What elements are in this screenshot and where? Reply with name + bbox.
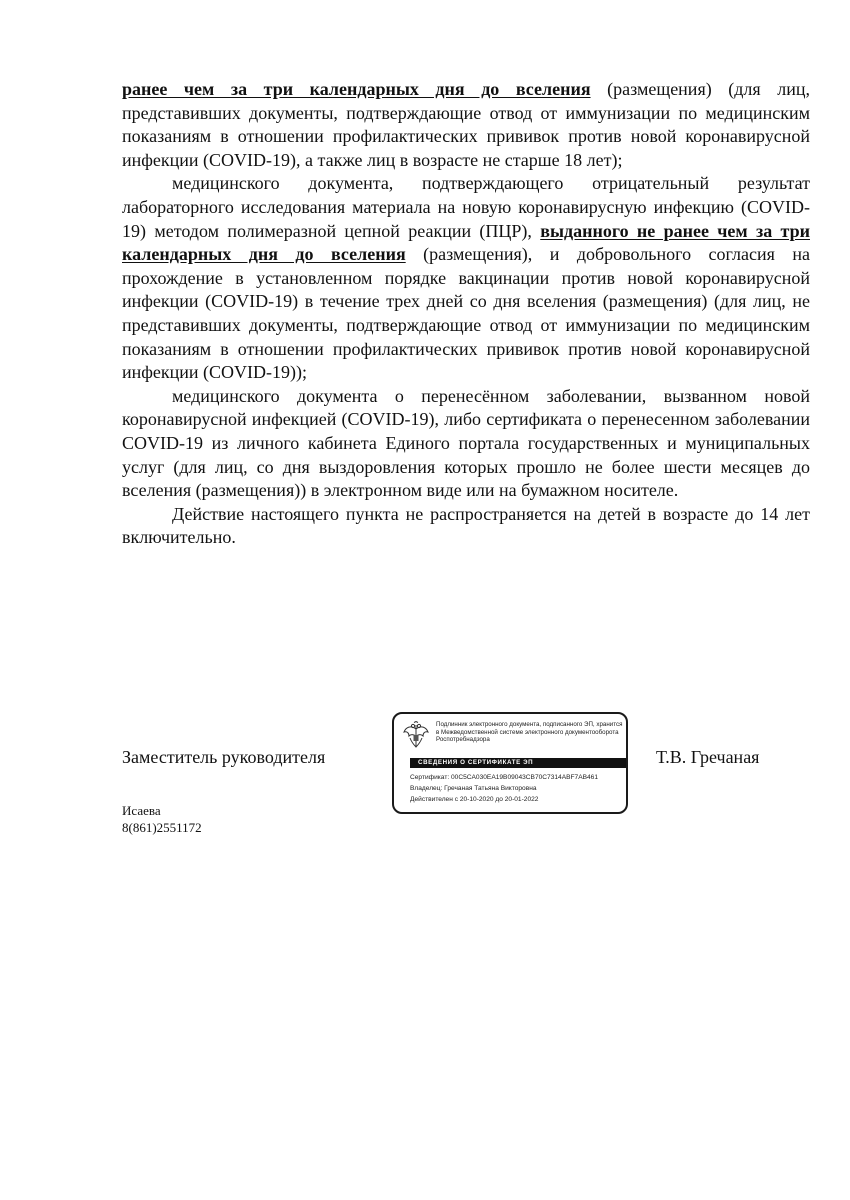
paragraph-3: медицинского документа о перенесённом заболевании, вызванном новой коронавирусной инфекцией (COVID-19), либо сертификата о перенесенном заболевании COVID-19 из личного кабинета Единого портала государственных и муниципальных услуг (для лиц, со дня выздоровления которых прошло не более шести месяцев до вселения (размещения)) в электронном виде или на бумажном носителе. [122, 385, 810, 501]
executor-block [122, 802, 202, 836]
paragraph-2-text-before: медицинского документа, подтверждающего отрицательный результат лабораторного исследования материала на новую коронавирусную инфекцию (COVID-19) методом полимеразной цепной реакции (ПЦР), [122, 173, 810, 241]
emphasis-deadline: ранее чем за три календарных дня до вселения [122, 79, 591, 99]
paragraph-2 [122, 172, 810, 384]
body-text [122, 78, 810, 550]
paragraph-2-text-after: (размещения), и добровольного согласия на прохождение в установленном порядке вакцинации против новой коронавирусной инфекции (COVID-19) в течение трех дней со дня вселения (размещения) (для лиц, не представивших документы, подтверждающие отвод от иммунизации по медицинским показаниям в отношении профилактических прививок против новой коронавирусной инфекции (COVID-19)); [122, 244, 810, 383]
executor-name: Исаева [122, 803, 161, 818]
electronic-signature-stamp [392, 712, 628, 814]
emphasis-issued-deadline: выданного не ранее чем за три календарных дня до вселения [122, 220, 810, 265]
stamp-header-text: Подлинник электронного документа, подписанного ЭП, хранится в Межведомственной системе электронного документооборота Роспотребнадзора [436, 721, 623, 744]
stamp-certificate: Сертификат: 00C5CA030EA19B09043CB70C7314ABF7AB461 [410, 774, 598, 781]
executor-phone: 8(861)2551172 [122, 820, 202, 835]
stamp-validity: Действителен с 20-10-2020 до 20-01-2022 [410, 796, 539, 803]
paragraph-4: Действие настоящего пункта не распространяется на детей в возрасте до 14 лет включительно. [122, 503, 810, 548]
stamp-title-bar: СВЕДЕНИЯ О СЕРТИФИКАТЕ ЭП [410, 758, 626, 768]
paragraph-1 [122, 78, 810, 172]
emblem-icon [402, 721, 430, 751]
paragraph-1-text: (размещения) (для лиц, представивших документы, подтверждающие отвод от иммунизации по медицинским показаниям в отношении профилактических прививок против новой коронавирусной инфекции (COVID-19), а также лиц в возрасте не старше 18 лет); [122, 79, 810, 170]
signatory-position: Заместитель руководителя [122, 747, 326, 767]
signatory-name: Т.В. Гречаная [656, 747, 760, 767]
stamp-owner: Владелец: Гречаная Татьяна Викторовна [410, 785, 537, 792]
